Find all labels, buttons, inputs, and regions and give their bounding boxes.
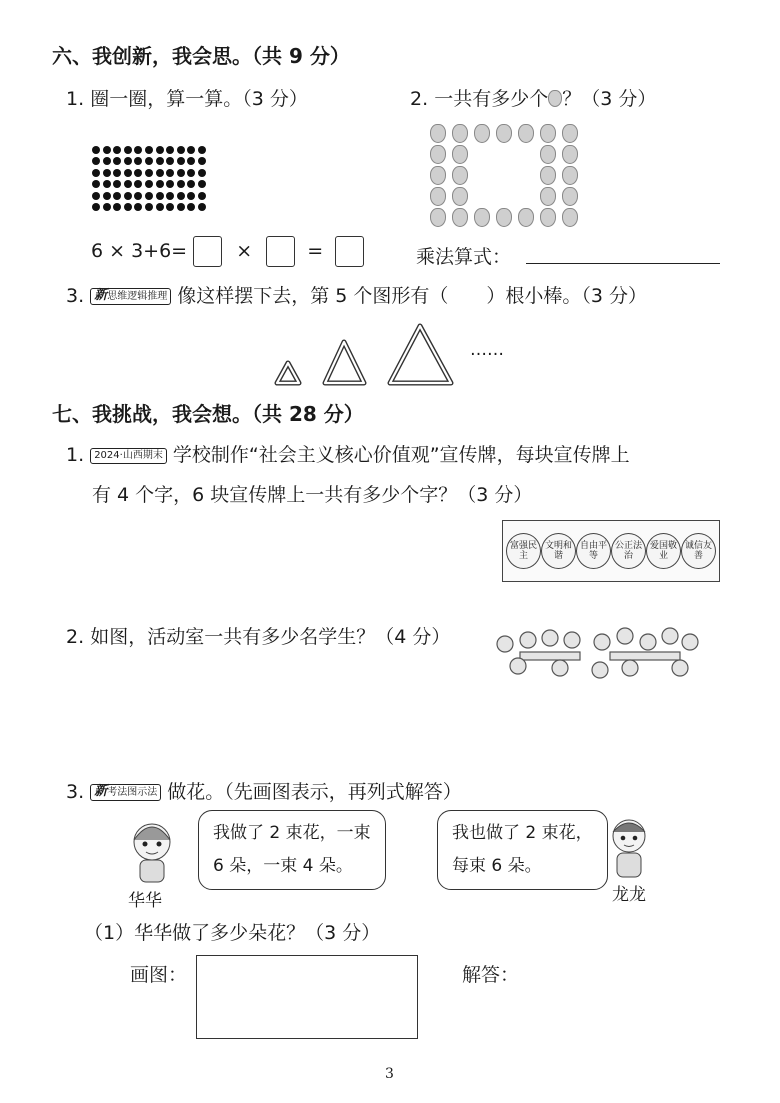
q6-2-label: 2. (410, 88, 429, 110)
dot (134, 203, 142, 211)
q7-1-label: 1. (66, 444, 85, 466)
section-7-title: 七、我挑战，我会想。（共 28 分） (52, 402, 364, 426)
q7-1-tag: 2024·山西期末 (90, 448, 167, 464)
longlong-boy-illustration (604, 810, 654, 880)
dot (177, 169, 185, 177)
dot (124, 157, 132, 165)
dot (166, 157, 174, 165)
equation-start: 6 × 3+6= (91, 240, 188, 262)
dot (166, 169, 174, 177)
q6-3-text: 像这样摆下去，第 5 个图形有（ ）根小棒。（3 分） (177, 285, 648, 307)
pear-icon (452, 124, 468, 143)
student (552, 660, 568, 676)
dot (198, 146, 206, 154)
triangle-1 (277, 363, 299, 383)
dot (198, 157, 206, 165)
classroom-students-illustration (490, 622, 720, 688)
dot (198, 169, 206, 177)
dot (166, 192, 174, 200)
q6-1-label: 1. (66, 88, 85, 110)
q6-3-heading (66, 281, 647, 308)
pear-icon (452, 145, 468, 164)
dot (156, 157, 164, 165)
q6-1-equation (91, 236, 364, 267)
dot (103, 146, 111, 154)
dot (177, 180, 185, 188)
pear-icon (562, 166, 578, 185)
dot (103, 180, 111, 188)
q7-2-text: 如图，活动室一共有多少名学生？（4 分） (90, 626, 451, 648)
dot (113, 169, 121, 177)
draw-label: 画图： (130, 964, 188, 986)
dot (177, 157, 185, 165)
dot (177, 203, 185, 211)
q6-2-text-after: ？（3 分） (562, 88, 657, 110)
student (592, 662, 608, 678)
dot (124, 192, 132, 200)
huahua-girl-illustration (124, 812, 180, 884)
q6-1-text: 圈一圈，算一算。（3 分） (90, 88, 308, 110)
dot (113, 157, 121, 165)
pear-icon (452, 166, 468, 185)
dot (124, 180, 132, 188)
pear-icon (540, 208, 556, 227)
dot (187, 146, 195, 154)
pear-icon (452, 187, 468, 206)
q7-1-line1 (66, 440, 630, 467)
q7-1-text-line1: 学校制作“社会主义核心价值观”宣传牌，每块宣传牌上 (172, 444, 630, 466)
pear-icon (548, 90, 562, 107)
dot (113, 146, 121, 154)
dot (145, 169, 153, 177)
name-huahua: 华华 (128, 891, 162, 911)
sign-4: 公正法治 (611, 533, 646, 569)
answer-box-1[interactable] (193, 236, 222, 267)
student (520, 632, 536, 648)
pear-icon (540, 187, 556, 206)
pear-icon (562, 187, 578, 206)
bubble-right-line1: 我也做了 2 束花， (452, 823, 593, 843)
section-6-title: 六、我创新，我会思。（共 9 分） (52, 44, 350, 68)
q6-2-text-before: 一共有多少个 (434, 88, 549, 110)
pear-icon (430, 124, 446, 143)
equals-sign: = (307, 240, 324, 262)
dot (145, 157, 153, 165)
pear-icon (496, 124, 512, 143)
dot (113, 180, 121, 188)
pear-icon (562, 124, 578, 143)
dot (177, 146, 185, 154)
dot (198, 203, 206, 211)
q6-2-answer-line[interactable] (526, 262, 720, 264)
student (622, 660, 638, 676)
student (542, 630, 558, 646)
dot (145, 146, 153, 154)
q6-3-tag: 新思维逻辑推理 (90, 288, 171, 305)
student (497, 636, 513, 652)
signboards-illustration (502, 520, 720, 582)
pear-icon (430, 145, 446, 164)
dot (92, 180, 100, 188)
dot (103, 192, 111, 200)
dot (156, 146, 164, 154)
student (617, 628, 633, 644)
q6-2-heading (410, 84, 656, 111)
q7-3-label: 3. (66, 781, 85, 803)
dot (187, 203, 195, 211)
answer-box-3[interactable] (335, 236, 364, 267)
speech-bubble-huahua (198, 810, 386, 890)
dot (134, 169, 142, 177)
student (594, 634, 610, 650)
dot (124, 146, 132, 154)
pear-icon (518, 124, 534, 143)
bubble-left-line1: 我做了 2 束花，一束 (213, 823, 371, 843)
student (672, 660, 688, 676)
dot (145, 203, 153, 211)
dot (166, 180, 174, 188)
dot (134, 180, 142, 188)
pear-icon (540, 166, 556, 185)
student (564, 632, 580, 648)
q6-1-heading (66, 84, 308, 111)
pear-icon (430, 166, 446, 185)
pear-icon (562, 145, 578, 164)
desk-1 (520, 652, 580, 660)
dot (92, 146, 100, 154)
sign-2: 文明和谐 (541, 533, 576, 569)
dot (92, 169, 100, 177)
dot (124, 203, 132, 211)
dot-array (92, 146, 206, 211)
dot (113, 203, 121, 211)
dot (187, 192, 195, 200)
bubble-right-line2: 每束 6 朵。 (452, 856, 542, 876)
dot (198, 180, 206, 188)
dot (156, 203, 164, 211)
sign-6: 诚信友善 (681, 533, 716, 569)
q6-2-answer-label: 乘法算式： (416, 246, 512, 268)
pear-icon (562, 208, 578, 227)
pear-icon (452, 208, 468, 227)
dot (156, 169, 164, 177)
q7-2-heading (66, 622, 450, 649)
q7-3-sub1: （1）华华做了多少朵花？（3 分） (84, 922, 381, 944)
dot (198, 192, 206, 200)
pear-icon (430, 187, 446, 206)
dot (187, 169, 195, 177)
dot (187, 180, 195, 188)
triangle-3 (390, 326, 451, 383)
times-sign: × (236, 240, 253, 262)
pear-icon (474, 208, 490, 227)
student (662, 628, 678, 644)
q7-2-label: 2. (66, 626, 85, 648)
triangle-sticks-figure (272, 320, 472, 388)
desk-2 (610, 652, 680, 660)
q6-3-label: 3. (66, 285, 85, 307)
pear-icon (518, 208, 534, 227)
dot (156, 180, 164, 188)
dot (187, 157, 195, 165)
dot (134, 146, 142, 154)
bubble-left-line2: 6 朵，一束 4 朵。 (213, 856, 353, 876)
q7-1-text-line2: 有 4 个字，6 块宣传牌上一共有多少个字？（3 分） (92, 484, 533, 506)
pear-icon (496, 208, 512, 227)
sign-5: 爱国敬业 (646, 533, 681, 569)
dot (134, 157, 142, 165)
pear-icon (540, 124, 556, 143)
dot (124, 169, 132, 177)
page-number: 3 (385, 1066, 394, 1082)
dot (166, 146, 174, 154)
name-longlong: 龙龙 (612, 885, 646, 905)
sign-3: 自由平等 (576, 533, 611, 569)
dot (92, 157, 100, 165)
dot (113, 192, 121, 200)
pear-icon (430, 208, 446, 227)
q7-3-tag: 新考法图示法 (90, 784, 161, 801)
speech-bubble-longlong (437, 810, 608, 890)
dot (103, 169, 111, 177)
dot (177, 192, 185, 200)
student (510, 658, 526, 674)
dot (92, 192, 100, 200)
q7-3-heading (66, 777, 462, 804)
triangle-2 (325, 342, 364, 383)
dot (92, 203, 100, 211)
dot (134, 192, 142, 200)
dot (166, 203, 174, 211)
dot (145, 192, 153, 200)
q7-3-text: 做花。（先画图表示，再列式解答） (167, 781, 462, 803)
ellipsis: …… (470, 340, 504, 360)
drawing-box[interactable] (196, 955, 418, 1039)
answer-box-2[interactable] (266, 236, 295, 267)
pear-icon (474, 124, 490, 143)
student (682, 634, 698, 650)
dot (156, 192, 164, 200)
dot (103, 203, 111, 211)
dot (103, 157, 111, 165)
answer-label: 解答： (462, 964, 520, 986)
dot (145, 180, 153, 188)
pear-icon (540, 145, 556, 164)
student (640, 634, 656, 650)
sign-1: 富强民主 (506, 533, 541, 569)
